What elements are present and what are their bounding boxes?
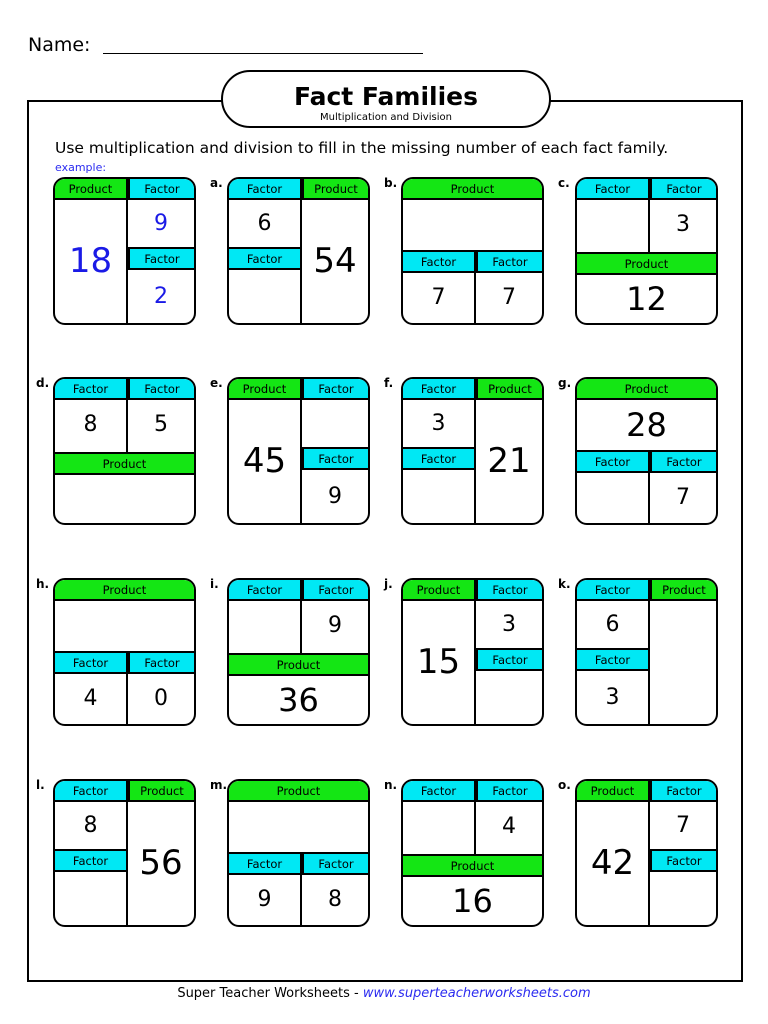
fact-family-box (53, 578, 196, 726)
factor-value[interactable] (302, 400, 368, 447)
factor-value[interactable]: 5 (154, 412, 168, 437)
factor-header: Factor (650, 781, 716, 802)
product-value[interactable]: 21 (487, 441, 531, 481)
factor-header: Factor (128, 247, 194, 270)
factor-header: Factor (650, 849, 716, 872)
factor-header: Factor (302, 447, 368, 470)
fact-family-box (227, 377, 370, 525)
factor-value[interactable]: 2 (154, 284, 168, 309)
page-subtitle: Multiplication and Division (320, 112, 452, 123)
problem-letter: j. (384, 577, 393, 591)
product-value[interactable] (55, 475, 194, 523)
fact-family-box (227, 578, 370, 726)
product-value[interactable]: 45 (242, 441, 287, 481)
factor-value[interactable]: 8 (328, 887, 342, 912)
divider (403, 250, 542, 252)
fact-family-box (401, 578, 544, 726)
fact-family-box (227, 779, 370, 927)
fact-family-box (575, 177, 718, 325)
factor-value[interactable]: 9 (328, 613, 342, 638)
factor-header: Factor (302, 379, 368, 400)
problem-letter: o. (558, 778, 571, 792)
product-value[interactable] (55, 601, 194, 651)
factor-header: Factor (302, 580, 368, 601)
product-value[interactable]: 15 (416, 642, 461, 682)
factor-value[interactable]: 4 (502, 814, 516, 839)
product-header: Product (55, 452, 194, 475)
name-label: Name: (28, 34, 91, 56)
factor-header: Factor (128, 179, 194, 200)
factor-value[interactable]: 3 (502, 612, 516, 637)
factor-header: Factor (229, 854, 300, 875)
factor-header: Factor (577, 648, 648, 671)
factor-value[interactable] (403, 470, 474, 523)
product-header: Product (229, 379, 300, 400)
fact-family-box (53, 779, 196, 927)
factor-header: Factor (229, 580, 300, 601)
fact-family-box (575, 779, 718, 927)
factor-value[interactable]: 7 (431, 285, 446, 310)
title-banner (221, 70, 551, 128)
problem-letter: l. (36, 778, 45, 792)
factor-header: Factor (128, 653, 194, 674)
factor-header: Factor (577, 452, 648, 473)
factor-value[interactable]: 6 (605, 612, 620, 637)
factor-header: Factor (302, 854, 368, 875)
factor-value[interactable]: 3 (431, 411, 446, 436)
product-header: Product (476, 379, 542, 400)
factor-value[interactable]: 7 (676, 813, 690, 838)
factor-value[interactable]: 9 (257, 887, 272, 912)
factor-header: Factor (476, 781, 542, 802)
product-header: Product (302, 179, 368, 200)
product-header: Product (403, 854, 542, 877)
factor-header: Factor (476, 580, 542, 601)
product-value[interactable]: 36 (278, 681, 319, 719)
product-value[interactable]: 18 (68, 241, 113, 281)
page-title: Fact Families (293, 82, 479, 111)
fact-family-box (53, 377, 196, 525)
product-header: Product (650, 580, 716, 601)
factor-value[interactable] (55, 872, 126, 925)
problem-letter: c. (558, 176, 570, 190)
problem-letter: m. (210, 778, 228, 792)
factor-value[interactable]: 3 (676, 212, 690, 237)
factor-header: Factor (229, 179, 300, 200)
factor-value[interactable]: 9 (328, 484, 342, 509)
factor-value[interactable]: 7 (502, 285, 516, 310)
problem-letter: h. (36, 577, 50, 591)
product-value[interactable]: 56 (139, 843, 183, 883)
problem-letter: i. (210, 577, 219, 591)
product-header: Product (229, 653, 368, 676)
factor-value[interactable]: 9 (154, 211, 168, 236)
fact-family-box (575, 377, 718, 525)
product-header: Product (403, 580, 474, 601)
problem-letter: f. (384, 376, 394, 390)
product-value[interactable]: 12 (626, 280, 667, 318)
product-header: Product (229, 781, 368, 802)
factor-header: Factor (55, 653, 126, 674)
factor-header: Factor (403, 379, 474, 400)
factor-header: Factor (476, 252, 542, 273)
fact-family-box (401, 377, 544, 525)
product-value[interactable] (403, 200, 542, 250)
factor-value[interactable] (577, 473, 648, 523)
name-line[interactable] (103, 53, 423, 54)
factor-value[interactable]: 6 (257, 211, 272, 236)
factor-header: Factor (577, 580, 648, 601)
factor-value[interactable]: 7 (676, 485, 690, 510)
product-value[interactable] (650, 601, 716, 724)
product-header: Product (577, 781, 648, 802)
factor-value[interactable]: 8 (83, 813, 98, 838)
fact-family-box (53, 177, 196, 325)
fact-family-box (575, 578, 718, 726)
problem-letter: n. (384, 778, 398, 792)
factor-header: Factor (229, 247, 300, 270)
factor-value[interactable] (229, 601, 300, 651)
product-header: Product (55, 179, 126, 200)
factor-value[interactable] (650, 872, 716, 925)
product-value[interactable]: 42 (590, 843, 635, 883)
factor-value[interactable] (403, 802, 474, 852)
factor-value[interactable]: 8 (83, 412, 98, 437)
product-header: Product (403, 179, 542, 200)
factor-value[interactable]: 3 (605, 685, 620, 710)
factor-header: Factor (650, 452, 716, 473)
problem-letter: b. (384, 176, 398, 190)
divider (229, 852, 368, 854)
factor-header: Factor (55, 781, 126, 802)
factor-header: Factor (403, 447, 474, 470)
fact-family-box (401, 177, 544, 325)
factor-header: Factor (55, 379, 126, 400)
factor-value[interactable]: 4 (83, 686, 98, 711)
product-header: Product (577, 379, 716, 400)
factor-header: Factor (476, 648, 542, 671)
product-value[interactable] (229, 802, 368, 852)
product-value[interactable]: 16 (452, 882, 493, 920)
factor-header: Factor (403, 252, 474, 273)
product-value[interactable]: 28 (626, 406, 667, 444)
product-header: Product (128, 781, 194, 802)
divider (577, 450, 716, 452)
fact-family-box (401, 779, 544, 927)
footer (0, 986, 768, 1001)
factor-value[interactable]: 0 (154, 686, 168, 711)
footer-text: Super Teacher Worksheets - (177, 986, 363, 1001)
problem-letter: a. (210, 176, 223, 190)
problem-letter: k. (558, 577, 571, 591)
problem-letter: d. (36, 376, 50, 390)
fact-family-box (227, 177, 370, 325)
problem-letter: g. (558, 376, 572, 390)
footer-url[interactable]: www.superteacherworksheets.com (362, 986, 591, 1001)
factor-header: Factor (577, 179, 648, 200)
example-label: example: (55, 161, 107, 174)
factor-header: Factor (55, 849, 126, 872)
factor-header: Factor (403, 781, 474, 802)
factor-value[interactable] (476, 671, 542, 724)
factor-header: Factor (650, 179, 716, 200)
product-value[interactable]: 54 (313, 241, 357, 281)
factor-header: Factor (128, 379, 194, 400)
factor-value[interactable] (577, 200, 648, 250)
divider (55, 651, 194, 653)
instructions: Use multiplication and division to fill in the missing number of each fact family. (55, 139, 669, 157)
factor-value[interactable] (229, 270, 300, 323)
problem-letter: e. (210, 376, 223, 390)
product-header: Product (55, 580, 194, 601)
product-header: Product (577, 252, 716, 275)
